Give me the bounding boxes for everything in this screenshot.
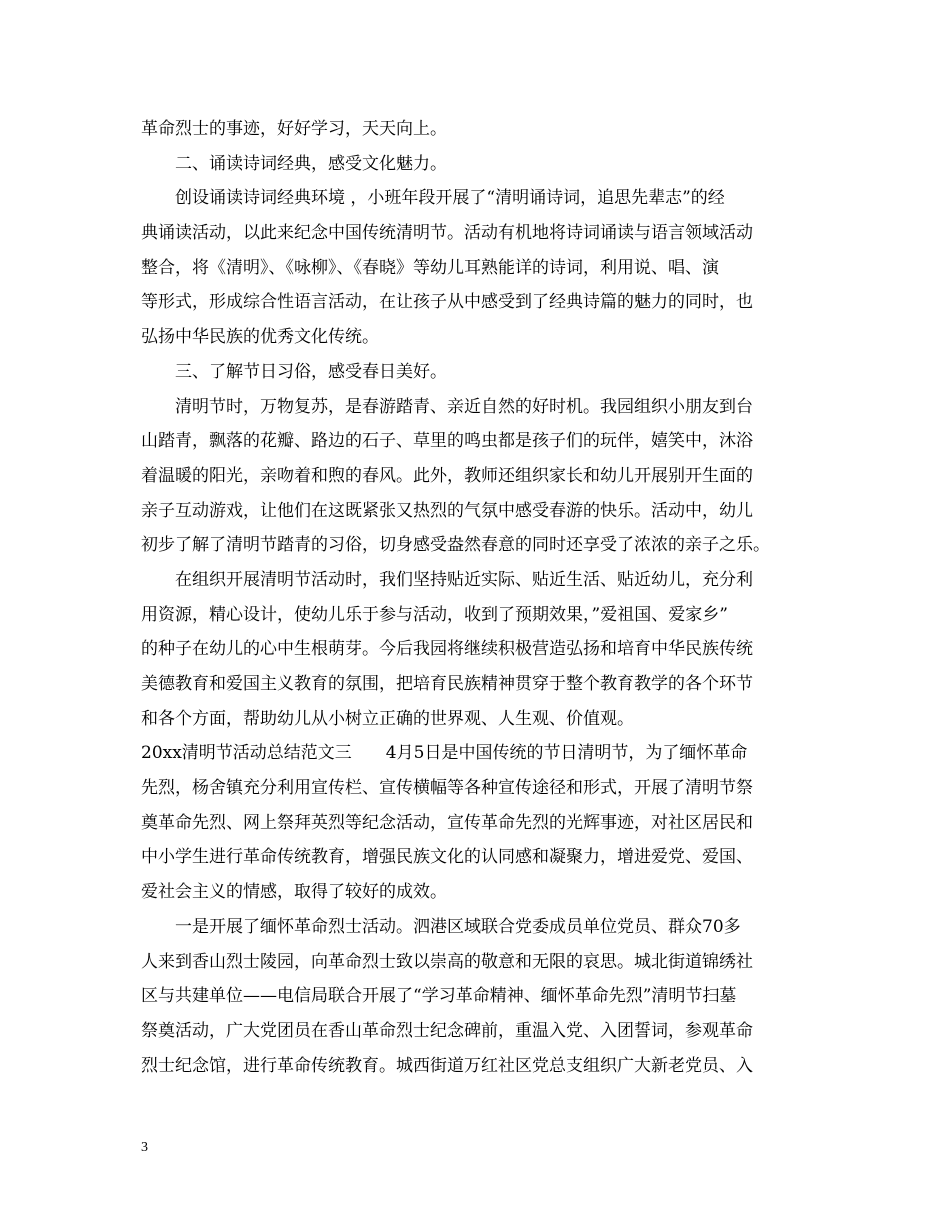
page-number: 3 [141, 1140, 148, 1155]
text-line: 用资源，精心设计，使幼儿乐于参与活动，收到了预期效果，”爱祖国、爱家乡” [141, 604, 728, 625]
text-line: 一是开展了缅怀革命烈士活动。泗港区域联合党委成员单位党员、群众70多 [175, 916, 741, 937]
text-line: 的种子在幼儿的心中生根萌芽。今后我园将继续积极营造弘扬和培育中华民族传统 [141, 639, 753, 660]
body-text [141, 112, 821, 1083]
text-line: 弘扬中华民族的优秀文化传统。 [141, 327, 379, 348]
article-title-line: 20xx清明节活动总结范文三 4月5日是中国传统的节日清明节，为了缅怀革命 [141, 743, 748, 764]
text-line: 等形式，形成综合性语言活动，在让孩子从中感受到了经典诗篇的魅力的同时，也 [141, 292, 753, 313]
text-line: 整合，将《清明》、《咏柳》、《春晓》等幼儿耳熟能详的诗词，利用说、唱、演 [141, 257, 719, 278]
text-line: 清明节时，万物复苏，是春游踏青、亲近自然的好时机。我园组织小朋友到台 [175, 396, 753, 417]
text-line: 人来到香山烈士陵园，向革命烈士致以崇高的敬意和无限的哀思。城北街道锦绣社 [141, 951, 753, 972]
text-line: 爱社会主义的情感，取得了较好的成效。 [141, 882, 447, 903]
text-line: 革命烈士的事迹，好好学习，天天向上。 [141, 119, 447, 139]
text-line: 区与共建单位——电信局联合开展了“学习革命精神、缅怀革命先烈”清明节扫墓 [141, 986, 737, 1007]
text-line: 烈士纪念馆，进行革命传统教育。城西街道万红社区党总支组织广大新老党员、入 [141, 1055, 753, 1076]
text-line: 典诵读活动，以此来纪念中国传统清明节。活动有机地将诗词诵读与语言领域活动 [141, 223, 753, 244]
text-line: 山踏青，飘落的花瓣、路边的石子、草里的鸣虫都是孩子们的玩伴，嬉笑中，沐浴 [141, 431, 753, 452]
text-line: 创设诵读诗词经典环境 ，小班年段开展了“清明诵诗词，追思先辈志”的经 [175, 188, 725, 209]
section-heading: 二、诵读诗词经典，感受文化魅力。 [175, 153, 447, 174]
text-line: 在组织开展清明节活动时，我们坚持贴近实际、贴近生活、贴近幼儿，充分利 [175, 569, 753, 590]
text-line: 先烈，杨舍镇充分利用宣传栏、宣传横幅等各种宣传途径和形式，开展了清明节祭 [141, 778, 753, 799]
text-line: 美德教育和爱国主义教育的氛围，把培育民族精神贯穿于整个教育教学的各个环节 [141, 674, 753, 694]
section-heading: 三、了解节日习俗，感受春日美好。 [175, 361, 447, 382]
text-line: 着温暖的阳光，亲吻着和煦的春风。此外，教师还组织家长和幼儿开展别开生面的 [141, 465, 753, 486]
text-line: 中小学生进行革命传统教育，增强民族文化的认同感和凝聚力，增进爱党、爱国、 [141, 847, 753, 868]
text-line: 和各个方面，帮助幼儿从小树立正确的世界观、人生观、价值观。 [141, 708, 634, 729]
text-line: 祭奠活动，广大党团员在香山革命烈士纪念碑前，重温入党、入团誓词，参观革命 [141, 1020, 753, 1041]
text-line: 亲子互动游戏，让他们在这既紧张又热烈的气氛中感受春游的快乐。活动中，幼儿 [141, 500, 753, 521]
text-line: 奠革命先烈、网上祭拜英烈等纪念活动，宣传革命先烈的光辉事迹，对社区居民和 [141, 812, 753, 833]
text-line: 初步了解了清明节踏青的习俗，切身感受盎然春意的同时还享受了浓浓的亲子之乐。 [141, 535, 770, 556]
